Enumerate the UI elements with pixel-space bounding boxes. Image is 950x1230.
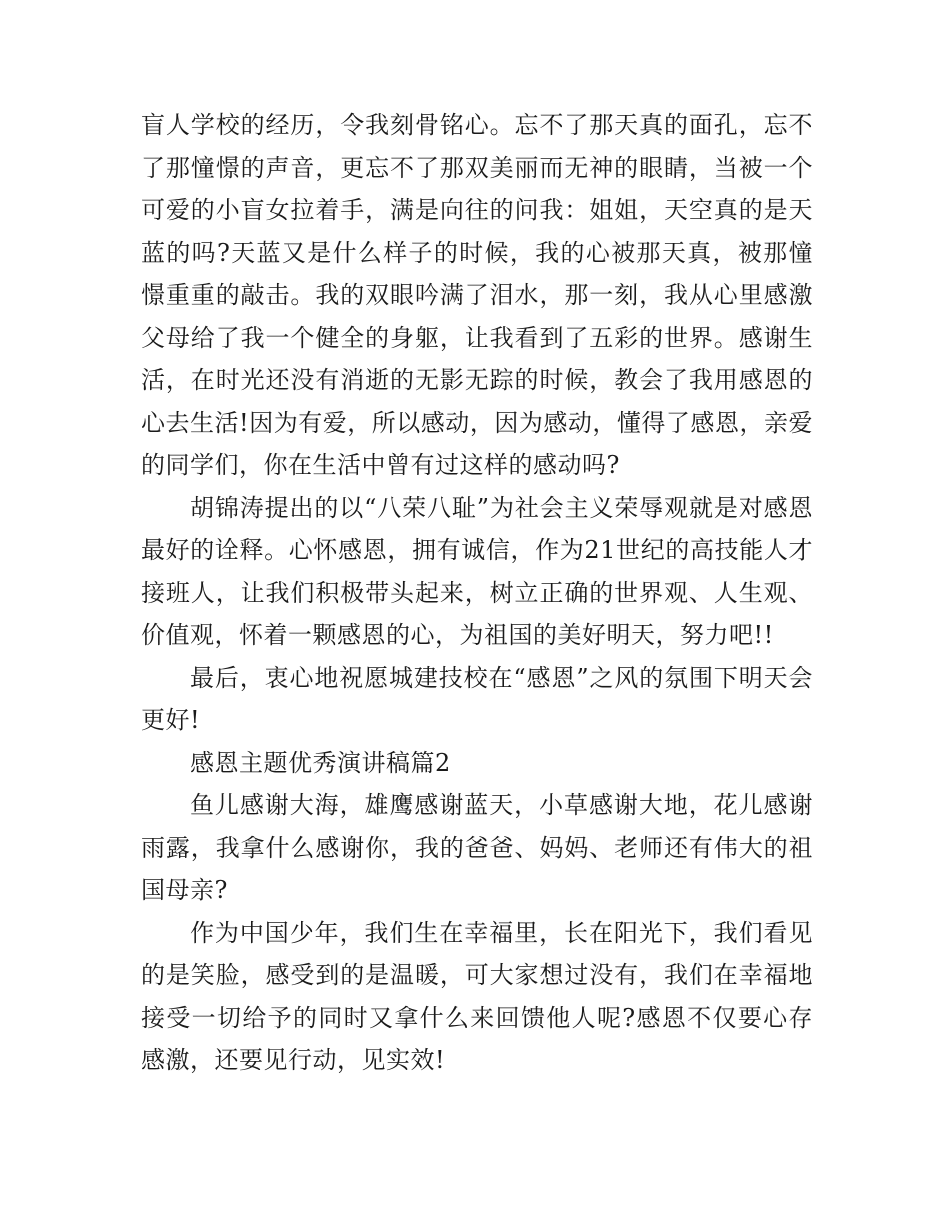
paragraph-thanks-nature: 鱼儿感谢大海，雄鹰感谢蓝天，小草感谢大地，花儿感谢雨露，我拿什么感谢你，我的爸爸、妈妈、老师还有伟大的祖国母亲? (141, 791, 813, 904)
paragraph-chinese-youth: 作为中国少年，我们生在幸福里，长在阳光下，我们看见的是笑脸，感受到的是温暖，可大家想过没有，我们在幸福地接受一切给予的同时又拿什么来回馈他人呢?感恩不仅要心存感激，还要见行动，见实效! (141, 918, 813, 1074)
section-heading: 感恩主题优秀演讲稿篇2 (190, 748, 451, 777)
document-page (141, 104, 813, 1082)
paragraph-blind-school: 盲人学校的经历，令我刻骨铭心。忘不了那天真的面孔，忘不了那憧憬的声音，更忘不了那双美丽而无神的眼睛，当被一个可爱的小盲女拉着手，满是向往的问我：姐姐，天空真的是天蓝的吗?天蓝又是什么样子的时候，我的心被那天真，被那憧憬重重的敲击。我的双眼吟满了泪水，那一刻，我从心里感激父母给了我一个健全的身躯，让我看到了五彩的世界。感谢生活，在时光还没有消逝的无影无踪的时候，教会了我用感恩的心去生活!因为有爱，所以感动，因为感动，懂得了感恩，亲爱的同学们，你在生活中曾有过这样的感动吗? (141, 111, 813, 479)
paragraph-closing-wish: 最后，衷心地祝愿城建技校在“感恩”之风的氛围下明天会更好! (141, 663, 813, 734)
paragraph-honor-disgrace: 胡锦涛提出的以“八荣八耻”为社会主义荣辱观就是对感恩最好的诠释。心怀感恩，拥有诚信，作为21世纪的高技能人才接班人，让我们积极带头起来，树立正确的世界观、人生观、价值观，怀着一颗感恩的心，为祖国的美好明天，努力吧!! (141, 493, 813, 649)
